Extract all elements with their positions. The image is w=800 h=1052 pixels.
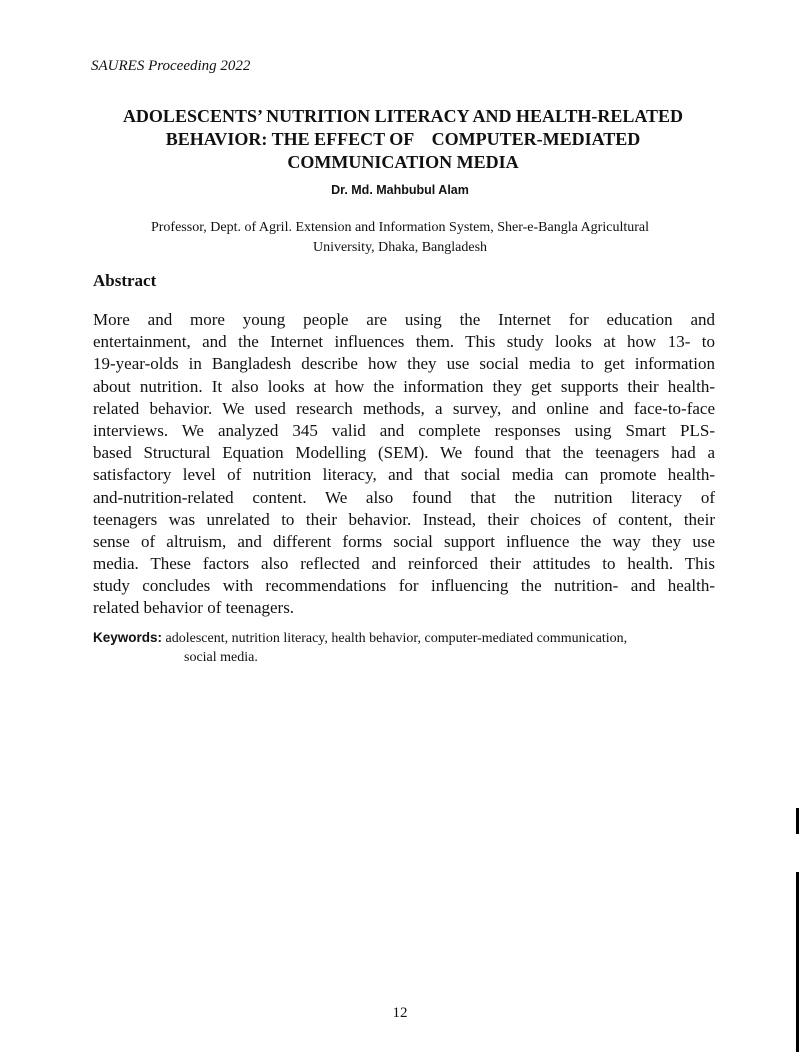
abstract-line: based Structural Equation Modelling (SEM). We found that the teenagers had a [93,443,715,463]
scan-edge-mark [796,808,799,834]
abstract-line: sense of altruism, and different forms social support influence the way they use [93,531,715,551]
abstract-line: and-nutrition-related content. We also found that the nutrition literacy of [93,487,715,507]
abstract-line: about nutrition. It also looks at how the information they get supports their health- [93,376,715,396]
abstract-heading: Abstract [93,271,157,290]
running-head: SAURES Proceeding 2022 [91,58,251,74]
keywords-block [93,628,725,667]
keywords-label: Keywords: [93,630,163,645]
paper-title [95,105,711,174]
keywords-list: adolescent, nutrition literacy, health behavior, computer-mediated communication, [165,631,628,646]
keywords-line [93,628,725,648]
abstract-line: related behavior of teenagers. [93,598,295,618]
keywords-line-continued: social media. [184,650,258,665]
page-number: 12 [392,1005,408,1021]
abstract-line: media. These factors also reflected and reinforced their attitudes to health. This [93,554,715,574]
abstract-line: interviews. We analyzed 345 valid and complete responses using Smart PLS- [93,420,715,440]
title-line: BEHAVIOR: THE EFFECT OF COMPUTER-MEDIATED [165,129,641,149]
abstract-line: teenagers was unrelated to their behavior. Instead, their choices of content, their [93,509,715,529]
affiliation-line: Professor, Dept. of Agril. Extension and Information System, Sher-e-Bangla Agricultural [150,220,649,235]
affiliation-line: University, Dhaka, Bangladesh [312,240,488,255]
abstract-body [93,309,715,620]
scan-edge-mark [796,872,799,1052]
title-line: ADOLESCENTS’ NUTRITION LITERACY AND HEALTH-RELATED [122,106,684,126]
abstract-line: entertainment, and the Internet influences them. This study looks at how 13- to [93,332,715,352]
abstract-line: study concludes with recommendations for influencing the nutrition- and health- [93,576,715,596]
author-name: Dr. Md. Mahbubul Alam [331,183,469,197]
abstract-line: 19-year-olds in Bangladesh describe how they use social media to get information [93,354,715,374]
abstract-line: More and more young people are using the Internet for education and [93,310,715,329]
title-line: COMMUNICATION MEDIA [287,152,519,172]
author-affiliation [100,218,700,258]
abstract-line: satisfactory level of nutrition literacy, and that social media can promote health- [93,465,715,485]
abstract-line: related behavior. We used research methods, a survey, and online and face-to-face [93,398,715,418]
